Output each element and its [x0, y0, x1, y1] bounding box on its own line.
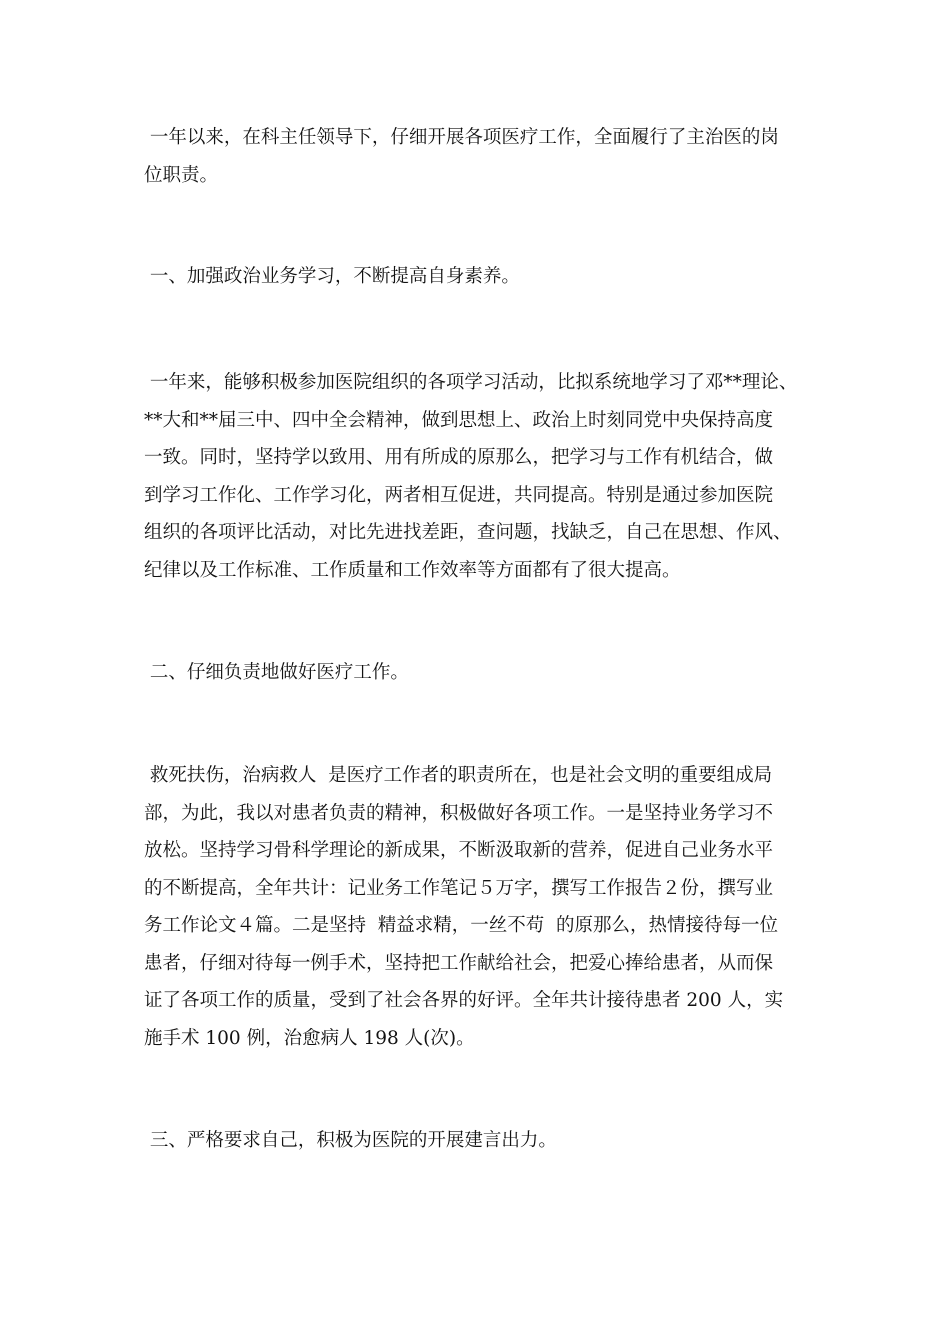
heading-text: 三、严格要求自己，积极为医院的开展建言出力。 [144, 1130, 557, 1151]
section-heading-2 [144, 654, 824, 692]
text-line: 救死扶伤，治病救人 是医疗工作者的职责所在，也是社会文明的重要组成局 [144, 765, 773, 786]
text-line: 放松。坚持学习骨科学理论的新成果，不断汲取新的营养，促进自己业务水平 [144, 840, 774, 861]
text-line: 的不断提高，全年共计：记业务工作笔记５万字，撰写工作报告２份，撰写业 [144, 877, 774, 899]
section-2-paragraph [144, 757, 824, 1057]
text-line: 一年来，能够积极参加医院组织的各项学习活动，比拟系统地学习了邓**理论、 [144, 372, 798, 393]
text-line: 部，为此，我以对患者负责的精神，积极做好各项工作。一是坚持业务学习不 [144, 802, 774, 824]
text-line: 施手术 100 例，治愈病人 198 人(次)。 [144, 1027, 475, 1049]
section-heading-3 [144, 1122, 824, 1160]
section-1-paragraph [144, 364, 824, 589]
text-line: 患者，仔细对待每一例手术，坚持把工作献给社会，把爱心捧给患者，从而保 [144, 952, 774, 974]
text-line: 证了各项工作的质量，受到了社会各界的好评。全年共计接待患者 200 人，实 [144, 990, 784, 1011]
text-line: 到学习工作化、工作学习化，两者相互促进，共同提高。特别是通过参加医院 [144, 484, 774, 506]
section-heading-1 [144, 258, 824, 296]
intro-paragraph [144, 119, 824, 194]
text-line: 一年以来，在科主任领导下，仔细开展各项医疗工作，全面履行了主治医的岗 [144, 127, 779, 148]
text-line: **大和**届三中、四中全会精神，做到思想上、政治上时刻同党中央保持高度 [144, 409, 774, 431]
text-line: 一致。同时，坚持学以致用、用有所成的原那么，把学习与工作有机结合，做 [144, 447, 774, 468]
heading-text: 一、加强政治业务学习，不断提高自身素养。 [144, 266, 520, 287]
text-line: 组织的各项评比活动，对比先进找差距，查问题，找缺乏，自己在思想、作风、 [144, 522, 792, 543]
text-line: 纪律以及工作标准、工作质量和工作效率等方面都有了很大提高。 [144, 559, 681, 581]
text-line: 务工作论文４篇。二是坚持 精益求精，一丝不苟 的原那么，热情接待每一位 [144, 915, 779, 936]
heading-text: 二、仔细负责地做好医疗工作。 [144, 662, 409, 683]
text-line: 位职责。 [144, 164, 219, 186]
